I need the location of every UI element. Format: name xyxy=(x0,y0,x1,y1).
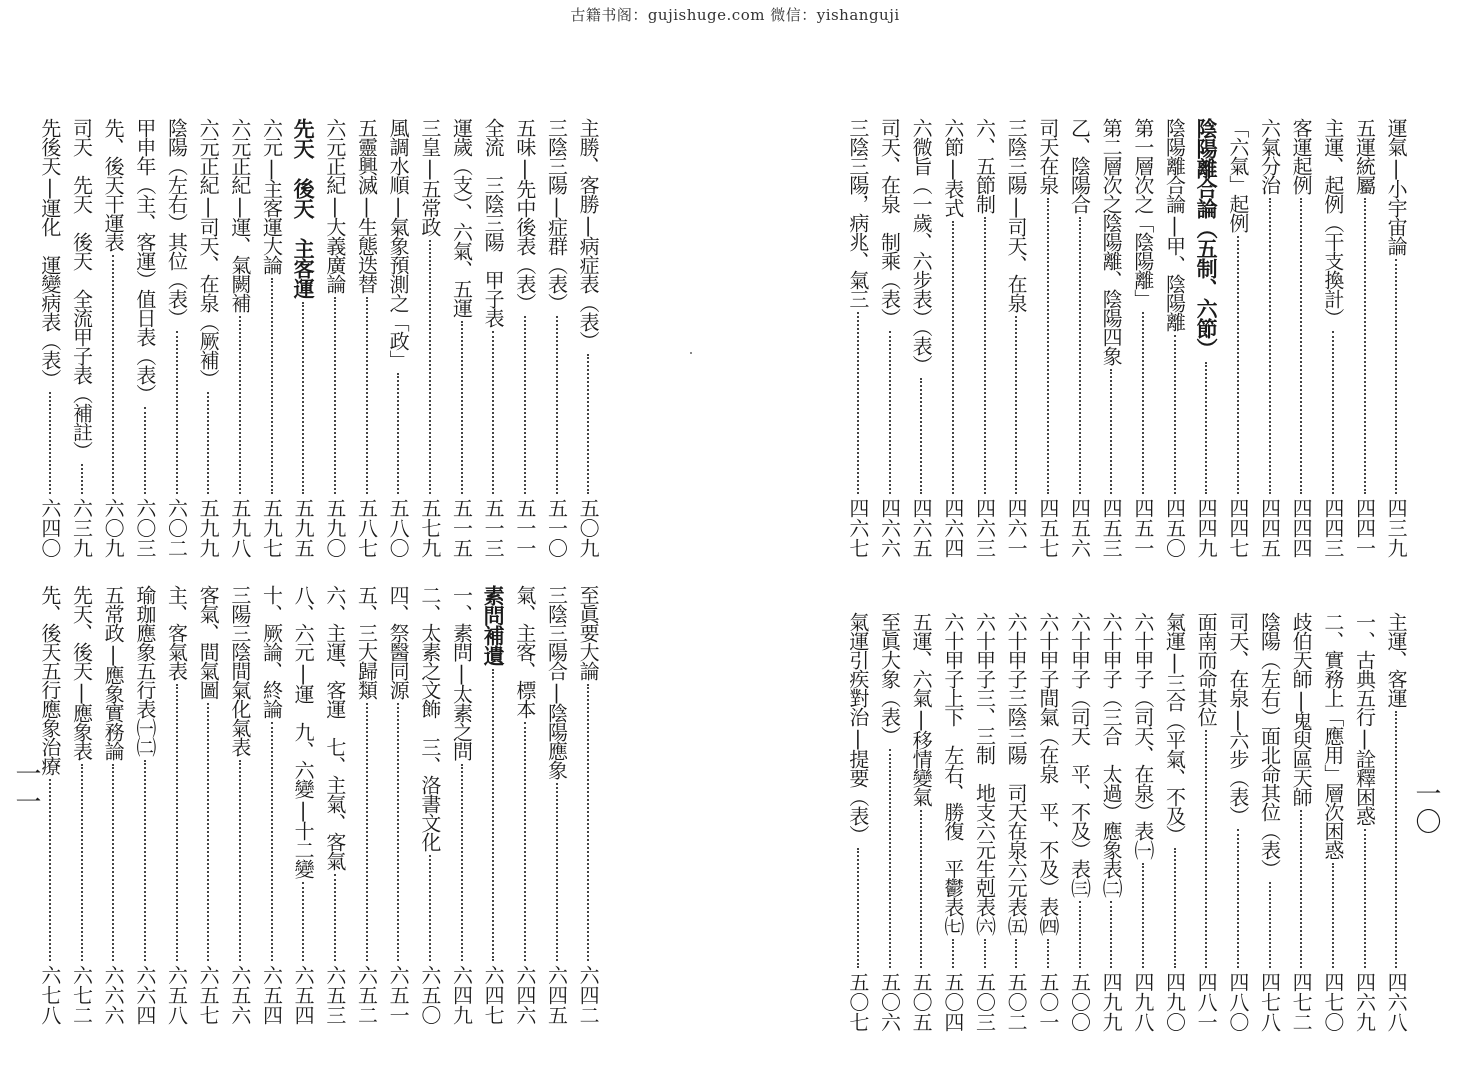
toc-entry xyxy=(1065,612,1095,1032)
leader-dots xyxy=(1079,217,1081,494)
leader-dots xyxy=(81,764,83,961)
leader-dots xyxy=(302,302,304,494)
toc-entry xyxy=(162,118,192,558)
toc-right-top xyxy=(842,118,1412,558)
toc-entry-title: 三陰三陽，病兆、氣三 xyxy=(845,118,870,308)
leader-dots xyxy=(920,810,922,968)
toc-entry xyxy=(1001,612,1031,1032)
toc-entry xyxy=(35,585,65,1025)
leader-dots xyxy=(587,684,589,961)
toc-entry-page: 四五六 xyxy=(1067,498,1092,558)
watermark: 古籍书阁：gujishuge.com 微信：yishanguji xyxy=(570,6,900,24)
toc-entry-title: 六、五節制 xyxy=(972,118,997,213)
toc-entry-title: 至眞要大論 xyxy=(576,585,601,680)
toc-entry xyxy=(257,585,287,1025)
leader-dots xyxy=(49,392,51,494)
leader-dots xyxy=(889,749,891,968)
toc-right-bottom xyxy=(842,612,1412,1032)
toc-entry-page: 四四四 xyxy=(1289,498,1314,558)
toc-entry-title: 八、六元|運 九、六變|十二變 xyxy=(291,585,316,878)
toc-entry-title: 六微旨（一歲、六步表）（表） xyxy=(909,118,934,374)
toc-entry-title: 乙、陰陽合 xyxy=(1067,118,1092,213)
leader-dots xyxy=(1237,236,1239,494)
toc-entry xyxy=(1318,612,1348,1032)
toc-entry xyxy=(288,585,318,1025)
leader-dots xyxy=(176,331,178,494)
toc-entry-title: 運歲（支）、六氣、五運 xyxy=(449,118,474,317)
toc-entry xyxy=(1223,612,1253,1032)
toc-entry-page: 五一一 xyxy=(512,498,537,558)
toc-entry-title: 先、後天五行應象治療 xyxy=(37,585,62,775)
leader-dots xyxy=(334,297,336,494)
toc-entry-page: 四六九 xyxy=(1352,972,1377,1032)
toc-entry-title: 氣運引疾對治|提要（表） xyxy=(845,612,870,844)
toc-entry-page: 六五七 xyxy=(196,965,221,1025)
leader-dots xyxy=(1300,810,1302,968)
toc-entry-page: 六七二 xyxy=(69,965,94,1025)
toc-entry-title: 運氣|小宇宙論 xyxy=(1384,118,1409,255)
toc-entry-title: 先後天|運化 運變病表（表） xyxy=(37,118,62,388)
leader-dots xyxy=(271,278,273,494)
toc-entry xyxy=(352,585,382,1025)
toc-entry-page: 六六四 xyxy=(132,965,157,1025)
leader-dots xyxy=(461,764,463,961)
leader-dots xyxy=(429,240,431,494)
toc-entry-title: 瑜珈應象五行表㈠㈡ xyxy=(132,585,157,756)
leader-dots xyxy=(952,939,954,968)
toc-entry-title: 五常政|應象實務論 xyxy=(101,585,126,760)
toc-entry-page: 六〇三 xyxy=(132,498,157,558)
leader-dots xyxy=(857,848,859,968)
leader-dots xyxy=(556,316,558,494)
toc-entry-page: 五九五 xyxy=(291,498,316,558)
toc-entry xyxy=(875,612,905,1032)
toc-entry xyxy=(383,585,413,1025)
toc-entry xyxy=(542,118,572,558)
toc-entry-title: 一、古典五行|詮釋困惑 xyxy=(1352,612,1377,825)
toc-entry-title: 六十甲子（司天、在泉）表㈠ xyxy=(1130,612,1155,859)
leader-dots xyxy=(176,684,178,961)
leader-dots xyxy=(144,760,146,961)
toc-entry-title: 六十甲子（司天 平、不及）表㈢ xyxy=(1067,612,1092,897)
toc-entry-page: 五九〇 xyxy=(322,498,347,558)
toc-entry-page: 四四九 xyxy=(1194,498,1219,558)
toc-entry-page: 五〇五 xyxy=(909,972,934,1032)
leader-dots xyxy=(1364,198,1366,494)
toc-entry-page: 五〇〇 xyxy=(1067,972,1092,1032)
page-number-left: 一一 xyxy=(11,760,41,816)
leader-dots xyxy=(952,221,954,494)
toc-entry-page: 五一〇 xyxy=(544,498,569,558)
toc-entry-title: 三陰三陽合|陰陽應象 xyxy=(544,585,569,779)
leader-dots xyxy=(1205,730,1207,968)
toc-entry-page: 六五三 xyxy=(322,965,347,1025)
toc-entry xyxy=(98,118,128,558)
toc-entry xyxy=(1001,118,1031,558)
toc-entry xyxy=(447,585,477,1025)
toc-entry-title: 陰陽（左右）其位（表） xyxy=(164,118,189,327)
toc-entry xyxy=(1033,118,1063,558)
toc-entry-page: 五〇六 xyxy=(877,972,902,1032)
toc-entry-title: 三皇|五常政 xyxy=(417,118,442,236)
toc-entry-page: 四八〇 xyxy=(1225,972,1250,1032)
toc-entry-page: 四六四 xyxy=(940,498,965,558)
toc-entry-page: 五〇二 xyxy=(1004,972,1029,1032)
toc-entry xyxy=(352,118,382,558)
toc-entry xyxy=(843,118,873,558)
toc-entry-page: 六〇二 xyxy=(164,498,189,558)
toc-entry xyxy=(1350,118,1380,558)
toc-entry-page: 四四七 xyxy=(1225,498,1250,558)
toc-entry-title: 主運、起例（干支換計） xyxy=(1320,118,1345,327)
leader-dots xyxy=(1395,259,1397,494)
toc-entry-title: 六十甲子三、三制 地支六元生剋表㈥ xyxy=(972,612,997,935)
toc-entry-page: 四七〇 xyxy=(1320,972,1345,1032)
toc-entry-title: 二、實務上「應用」層次困惑 xyxy=(1320,612,1345,859)
toc-entry-page: 六五四 xyxy=(291,965,316,1025)
leader-dots xyxy=(1205,362,1207,494)
toc-entry xyxy=(1350,612,1380,1032)
leader-dots xyxy=(81,464,83,494)
toc-entry-page: 六四二 xyxy=(576,965,601,1025)
toc-entry-title: 氣運|三合（平氣、不及） xyxy=(1162,612,1187,844)
toc-entry-page: 四五〇 xyxy=(1162,498,1187,558)
leader-dots xyxy=(984,217,986,494)
leader-dots xyxy=(1269,882,1271,968)
toc-entry-page: 六四〇 xyxy=(37,498,62,558)
toc-entry-page: 六四七 xyxy=(481,965,506,1025)
toc-entry-page: 六五八 xyxy=(164,965,189,1025)
leader-dots xyxy=(524,316,526,494)
toc-entry-title: 「六氣」起例 xyxy=(1225,118,1250,232)
toc-entry xyxy=(257,118,287,558)
toc-entry-title: 歧伯天師|鬼臾區天師 xyxy=(1289,612,1314,806)
toc-entry xyxy=(225,585,255,1025)
toc-entry-title: 六元正紀|大義廣論 xyxy=(322,118,347,293)
toc-entry-title: 第一層次之「陰陽離」 xyxy=(1130,118,1155,308)
toc-entry-page: 六〇九 xyxy=(101,498,126,558)
leader-dots xyxy=(49,779,51,961)
leader-dots xyxy=(334,874,336,961)
toc-entry-page: 四九九 xyxy=(1099,972,1124,1032)
toc-entry xyxy=(1191,118,1221,558)
toc-entry xyxy=(1318,118,1348,558)
toc-entry xyxy=(98,585,128,1025)
toc-entry-title: 五運統屬 xyxy=(1352,118,1377,194)
leader-dots xyxy=(857,312,859,494)
toc-entry-page: 四七八 xyxy=(1257,972,1282,1032)
leader-dots xyxy=(1364,829,1366,968)
toc-entry-title: 五運、六氣|移情變氣 xyxy=(909,612,934,806)
leader-dots xyxy=(1300,198,1302,494)
toc-entry-title: 二、太素之文飾 三、洛書文化 xyxy=(417,585,442,851)
toc-entry-title: 三陽三陰間氣化氣表 xyxy=(227,585,252,756)
gutter-mark xyxy=(690,352,692,354)
leader-dots xyxy=(524,722,526,961)
toc-entry-title: 陰陽（左右）面北命其位（表） xyxy=(1257,612,1282,878)
toc-entry-page: 五一三 xyxy=(481,498,506,558)
toc-entry-page: 五一五 xyxy=(449,498,474,558)
toc-entry-page: 六七八 xyxy=(37,965,62,1025)
toc-entry xyxy=(67,585,97,1025)
leader-dots xyxy=(1332,863,1334,968)
toc-entry-page: 五八〇 xyxy=(386,498,411,558)
toc-entry-title: 先天、後天|應象表 xyxy=(69,585,94,760)
toc-entry-page: 四九八 xyxy=(1130,972,1155,1032)
toc-entry xyxy=(1286,612,1316,1032)
toc-entry-title: 四、祭醫同源 xyxy=(386,585,411,699)
toc-entry-page: 四六六 xyxy=(877,498,902,558)
toc-entry-page: 五〇三 xyxy=(972,972,997,1032)
leader-dots xyxy=(556,783,558,961)
toc-entry-page: 五八七 xyxy=(354,498,379,558)
toc-entry xyxy=(1160,612,1190,1032)
leader-dots xyxy=(207,392,209,494)
toc-entry-page: 四五三 xyxy=(1099,498,1124,558)
toc-entry xyxy=(1096,612,1126,1032)
toc-entry xyxy=(970,118,1000,558)
toc-entry-page: 五〇一 xyxy=(1035,972,1060,1032)
toc-entry-title: 全流 三陰三陽 甲子表 xyxy=(481,118,506,327)
toc-entry-page: 四四三 xyxy=(1320,498,1345,558)
toc-entry-page: 六五四 xyxy=(259,965,284,1025)
toc-entry xyxy=(1255,612,1285,1032)
toc-entry xyxy=(1128,612,1158,1032)
toc-entry-title: 一、素問|太素之問 xyxy=(449,585,474,760)
toc-entry-title: 客氣、間氣圖 xyxy=(196,585,221,699)
toc-entry-title: 甲申年（主、客運）值日表（表） xyxy=(132,118,157,403)
toc-entry-title: 五味|先中後表（表） xyxy=(512,118,537,312)
toc-entry-title: 風調水順|氣象預測之「政」 xyxy=(386,118,411,369)
toc-entry-page: 六四九 xyxy=(449,965,474,1025)
toc-entry-title: 六元|主客運大論 xyxy=(259,118,284,274)
leader-dots xyxy=(397,703,399,961)
toc-entry xyxy=(1381,118,1411,558)
toc-entry-title: 面南而命其位 xyxy=(1194,612,1219,726)
toc-entry xyxy=(193,585,223,1025)
toc-entry-title: 三陰三陽|司天、在泉 xyxy=(1004,118,1029,312)
toc-entry xyxy=(35,118,65,558)
leader-dots xyxy=(1015,316,1017,494)
toc-entry-title: 陰陽離合論|甲、陰陽離 xyxy=(1162,118,1187,331)
leader-dots xyxy=(112,255,114,494)
leader-dots xyxy=(366,297,368,494)
leader-dots xyxy=(1174,848,1176,968)
toc-entry-page: 四九〇 xyxy=(1162,972,1187,1032)
toc-entry xyxy=(510,118,540,558)
toc-entry xyxy=(320,118,350,558)
leader-dots xyxy=(1079,901,1081,968)
toc-left-top xyxy=(34,118,604,558)
toc-entry xyxy=(320,585,350,1025)
toc-entry-page: 四四五 xyxy=(1257,498,1282,558)
leader-dots xyxy=(302,882,304,961)
page-number-right: 一〇 xyxy=(1411,780,1441,836)
toc-entry xyxy=(383,118,413,558)
toc-entry xyxy=(938,118,968,558)
toc-entry-page: 四八一 xyxy=(1194,972,1219,1032)
leader-dots xyxy=(587,354,589,494)
leader-dots xyxy=(144,407,146,494)
leader-dots xyxy=(492,331,494,494)
leader-dots xyxy=(1269,198,1271,494)
toc-entry-page: 四六五 xyxy=(909,498,934,558)
toc-entry xyxy=(1096,118,1126,558)
toc-entry-page: 四四一 xyxy=(1352,498,1377,558)
toc-entry-page: 六六六 xyxy=(101,965,126,1025)
toc-entry-page: 六五六 xyxy=(227,965,252,1025)
toc-entry xyxy=(1160,118,1190,558)
toc-entry xyxy=(193,118,223,558)
leader-dots xyxy=(920,378,922,494)
toc-entry xyxy=(225,118,255,558)
toc-entry-title: 客運起例 xyxy=(1289,118,1314,194)
toc-entry-page: 四六八 xyxy=(1384,972,1409,1032)
toc-entry-page: 四六一 xyxy=(1004,498,1029,558)
toc-entry xyxy=(1381,612,1411,1032)
toc-entry-page: 四七二 xyxy=(1289,972,1314,1032)
toc-entry-title: 至眞大象（表） xyxy=(877,612,902,745)
toc-entry-title: 主勝、客勝|病症表（表） xyxy=(576,118,601,350)
toc-entry xyxy=(478,585,508,1025)
toc-entry-title: 司天、在泉 制乘（表） xyxy=(877,118,902,327)
toc-entry-page: 五九九 xyxy=(196,498,221,558)
toc-entry-page: 六四六 xyxy=(512,965,537,1025)
toc-entry xyxy=(1255,118,1285,558)
toc-entry-title: 六節|表式 xyxy=(940,118,965,217)
leader-dots xyxy=(429,855,431,961)
toc-entry-page: 六五一 xyxy=(386,965,411,1025)
toc-entry xyxy=(970,612,1000,1032)
toc-entry-title: 六十甲子間氣（在泉 平、不及）表㈣ xyxy=(1035,612,1060,935)
toc-entry xyxy=(875,118,905,558)
leader-dots xyxy=(366,703,368,961)
leader-dots xyxy=(461,321,463,494)
toc-left-bottom xyxy=(34,585,604,1025)
leader-dots xyxy=(1237,829,1239,968)
leader-dots xyxy=(271,722,273,961)
leader-dots xyxy=(397,373,399,494)
toc-entry xyxy=(573,118,603,558)
toc-entry xyxy=(478,118,508,558)
toc-entry xyxy=(906,118,936,558)
toc-entry xyxy=(843,612,873,1032)
leader-dots xyxy=(1174,335,1176,494)
leader-dots xyxy=(1110,901,1112,968)
leader-dots xyxy=(112,764,114,961)
toc-entry-page: 四五七 xyxy=(1035,498,1060,558)
toc-entry-title: 十、厥論、終論 xyxy=(259,585,284,718)
toc-entry-page: 六五〇 xyxy=(417,965,442,1025)
toc-entry-title: 六十甲子（三合 太過）應象表㈡ xyxy=(1099,612,1124,897)
toc-entry-title: 六十甲子三陰三陽 司天在泉六元表㈤ xyxy=(1004,612,1029,935)
toc-entry-page: 五九七 xyxy=(259,498,284,558)
toc-entry xyxy=(510,585,540,1025)
leader-dots xyxy=(1332,331,1334,494)
toc-entry-title: 六元正紀|司天、在泉（厥補） xyxy=(196,118,221,388)
toc-entry-title: 司天在泉 xyxy=(1035,118,1060,194)
toc-entry xyxy=(1191,612,1221,1032)
toc-entry-page: 五〇四 xyxy=(940,972,965,1032)
leader-dots xyxy=(239,760,241,961)
toc-entry xyxy=(130,118,160,558)
leader-dots xyxy=(239,316,241,494)
leader-dots xyxy=(492,669,494,961)
toc-entry-title: 六十甲子上下 左右、勝復 平鬱表㈦ xyxy=(940,612,965,935)
toc-entry xyxy=(1128,118,1158,558)
leader-dots xyxy=(1395,711,1397,968)
toc-entry-page: 五七九 xyxy=(417,498,442,558)
leader-dots xyxy=(984,939,986,968)
leader-dots xyxy=(1015,939,1017,968)
toc-entry xyxy=(162,585,192,1025)
toc-entry-title: 五、三大歸類 xyxy=(354,585,379,699)
toc-entry-page: 四六三 xyxy=(972,498,997,558)
toc-entry xyxy=(447,118,477,558)
toc-entry xyxy=(573,585,603,1025)
leader-dots xyxy=(1047,198,1049,494)
toc-entry-title: 主、客氣表 xyxy=(164,585,189,680)
toc-entry xyxy=(67,118,97,558)
toc-entry-title: 第二層次之陰陽離、陰陽四象 xyxy=(1099,118,1124,365)
toc-entry-page: 四五一 xyxy=(1130,498,1155,558)
toc-entry xyxy=(1286,118,1316,558)
toc-entry-title: 五靈興滅|生態迭替 xyxy=(354,118,379,293)
toc-entry xyxy=(1223,118,1253,558)
toc-entry-title: 先天 後天 主客運 xyxy=(291,118,317,298)
toc-entry xyxy=(906,612,936,1032)
toc-entry xyxy=(938,612,968,1032)
leader-dots xyxy=(207,703,209,961)
toc-entry-page: 五〇九 xyxy=(576,498,601,558)
toc-entry-page: 六五二 xyxy=(354,965,379,1025)
toc-entry-title: 陰陽離合論（五制、六節） xyxy=(1194,118,1220,358)
toc-entry-page: 五〇七 xyxy=(845,972,870,1032)
leader-dots xyxy=(1142,863,1144,968)
toc-entry-title: 主運、客運 xyxy=(1384,612,1409,707)
toc-entry-title: 六、主運、客運 七、主氣、客氣 xyxy=(322,585,347,870)
toc-entry-page: 四六七 xyxy=(845,498,870,558)
toc-entry xyxy=(1033,612,1063,1032)
toc-entry-title: 司天、在泉|六步（表） xyxy=(1225,612,1250,825)
leader-dots xyxy=(889,331,891,494)
toc-entry-title: 氣、主客、標本 xyxy=(512,585,537,718)
toc-entry-page: 六四五 xyxy=(544,965,569,1025)
toc-entry xyxy=(542,585,572,1025)
toc-entry-page: 四三九 xyxy=(1384,498,1409,558)
toc-entry-title: 司天 先天 後天 全流甲子表（補註） xyxy=(69,118,94,460)
toc-entry xyxy=(415,118,445,558)
toc-entry-title: 先、後天干運表 xyxy=(101,118,126,251)
toc-entry-title: 素問補遺 xyxy=(481,585,507,665)
toc-entry xyxy=(288,118,318,558)
toc-entry xyxy=(415,585,445,1025)
leader-dots xyxy=(1047,939,1049,968)
leader-dots xyxy=(1142,312,1144,494)
toc-entry-title: 六元正紀|運、氣闕補 xyxy=(227,118,252,312)
leader-dots xyxy=(1110,369,1112,494)
toc-entry xyxy=(130,585,160,1025)
toc-entry-title: 三陰三陽|症群（表） xyxy=(544,118,569,312)
toc-entry-page: 五九八 xyxy=(227,498,252,558)
toc-entry-page: 六三九 xyxy=(69,498,94,558)
toc-entry-title: 六氣分治 xyxy=(1257,118,1282,194)
toc-entry xyxy=(1065,118,1095,558)
